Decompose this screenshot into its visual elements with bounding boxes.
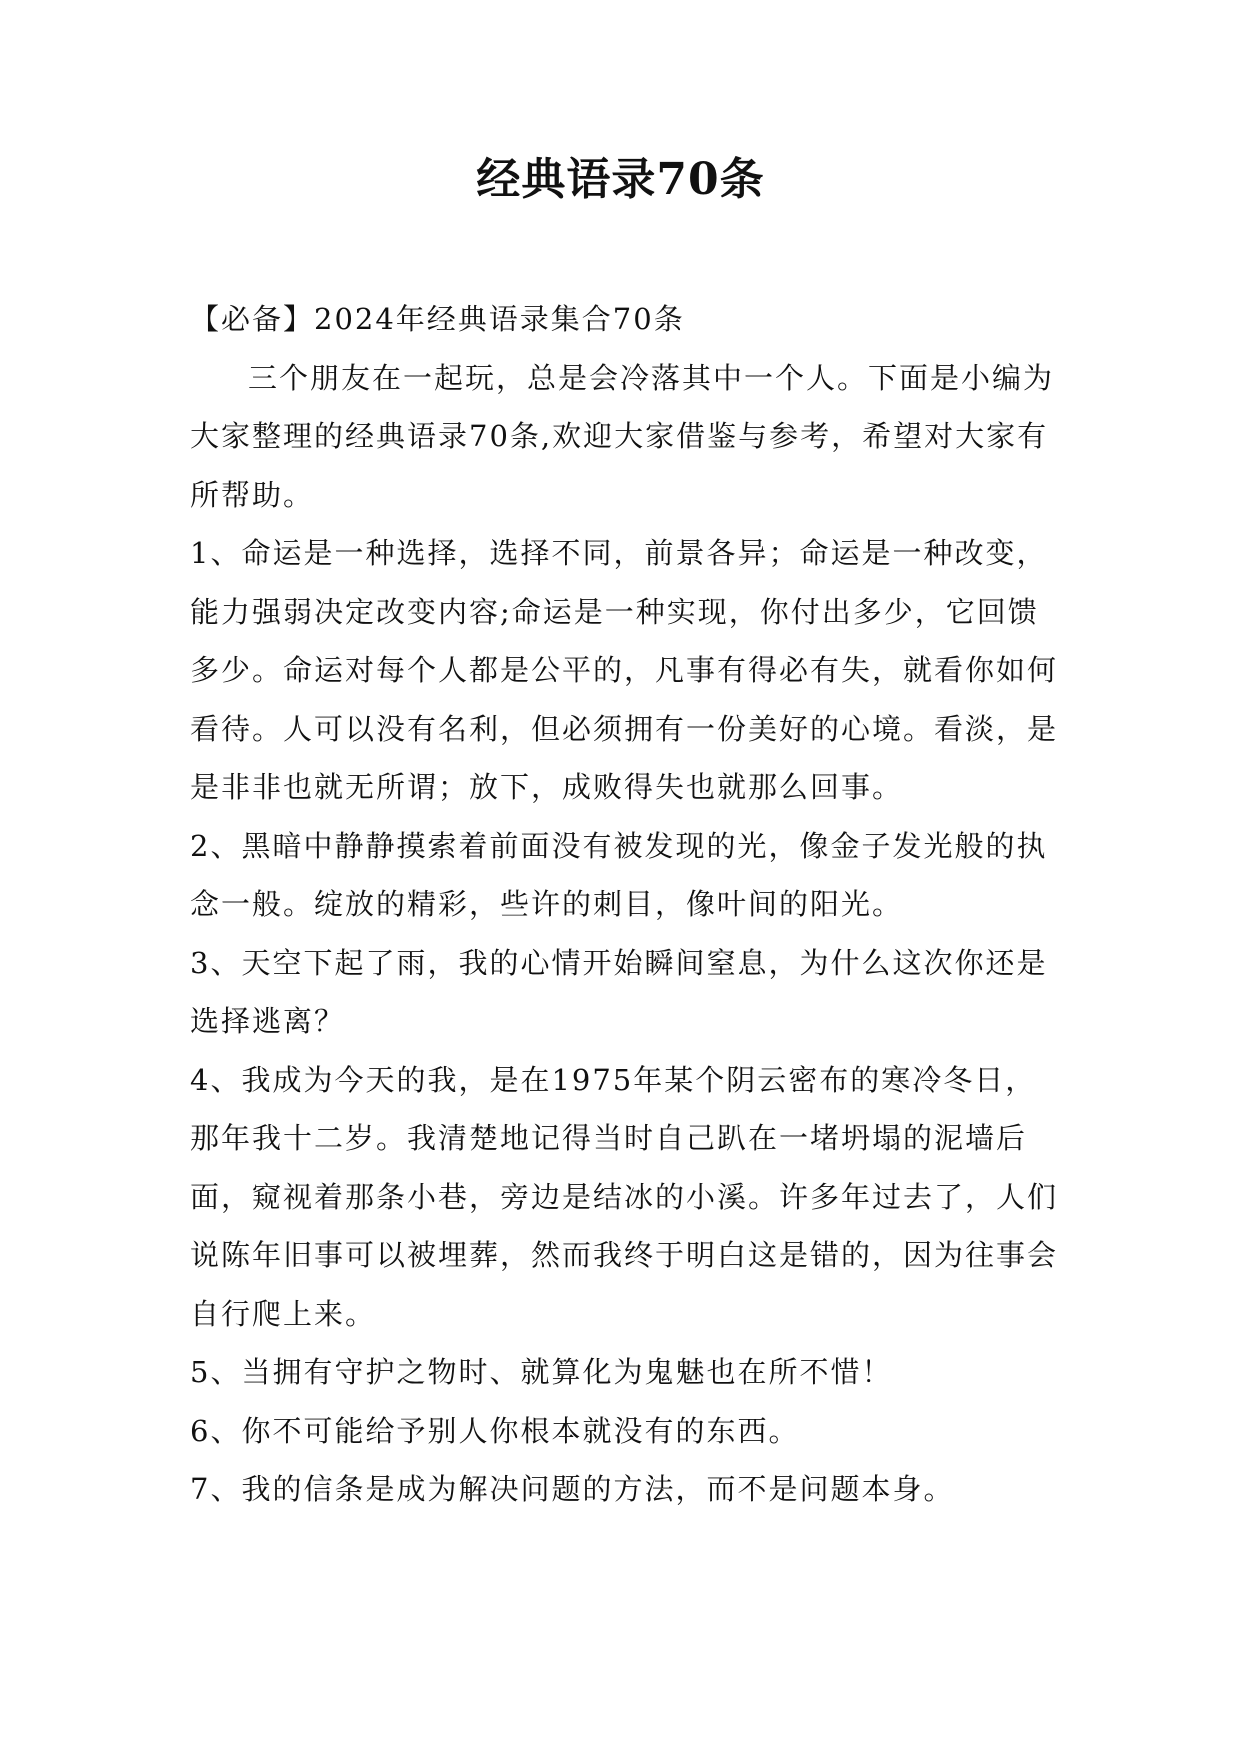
quote-item-6: 6、你不可能给予别人你根本就没有的东西。 (190, 1413, 800, 1448)
quote-item-5: 5、当拥有守护之物时、就算化为鬼魅也在所不惜！ (190, 1355, 893, 1389)
subtitle: 【必备】2024年经典语录集合70条 (190, 302, 685, 336)
quote-item-1: 1、命运是一种选择，选择不同，前景各异；命运是一种改变，能力强弱决定改变内容;命运是一种实现，你付出多少，它回馈多少。命运对每个人都是公平的，凡事有得必有失，就看你如何看待。人可以没有名利，但必须拥有一份美好的心境。看淡，是是非非也就无所谓；放下，成败得失也就那么回事。 (190, 536, 1059, 804)
quote-item-2: 2、黑暗中静静摸索着前面没有被发现的光，像金子发光般的执念一般。绽放的精彩，些许的刺目，像叶间的阳光。 (190, 828, 1048, 921)
document-body (190, 290, 1060, 1519)
quote-item-7: 7、我的信条是成为解决问题的方法，而不是问题本身。 (190, 1472, 955, 1506)
intro-paragraph: 三个朋友在一起玩，总是会冷落其中一个人。下面是小编为大家整理的经典语录70条,欢迎大家借鉴与参考，希望对大家有所帮助。 (190, 360, 1055, 512)
page-title: 经典语录70条 (476, 154, 765, 205)
quote-item-3: 3、天空下起了雨，我的心情开始瞬间窒息，为什么这次你还是选择逃离？ (190, 945, 1048, 1038)
quote-item-4: 4、我成为今天的我，是在1975年某个阴云密布的寒冷冬日，那年我十二岁。我清楚地记得当时自己趴在一堵坍塌的泥墙后面，窥视着那条小巷，旁边是结冰的小溪。许多年过去了，人们说陈年旧事可以被埋葬，然而我终于明白这是错的，因为往事会自行爬上来。 (190, 1062, 1059, 1331)
